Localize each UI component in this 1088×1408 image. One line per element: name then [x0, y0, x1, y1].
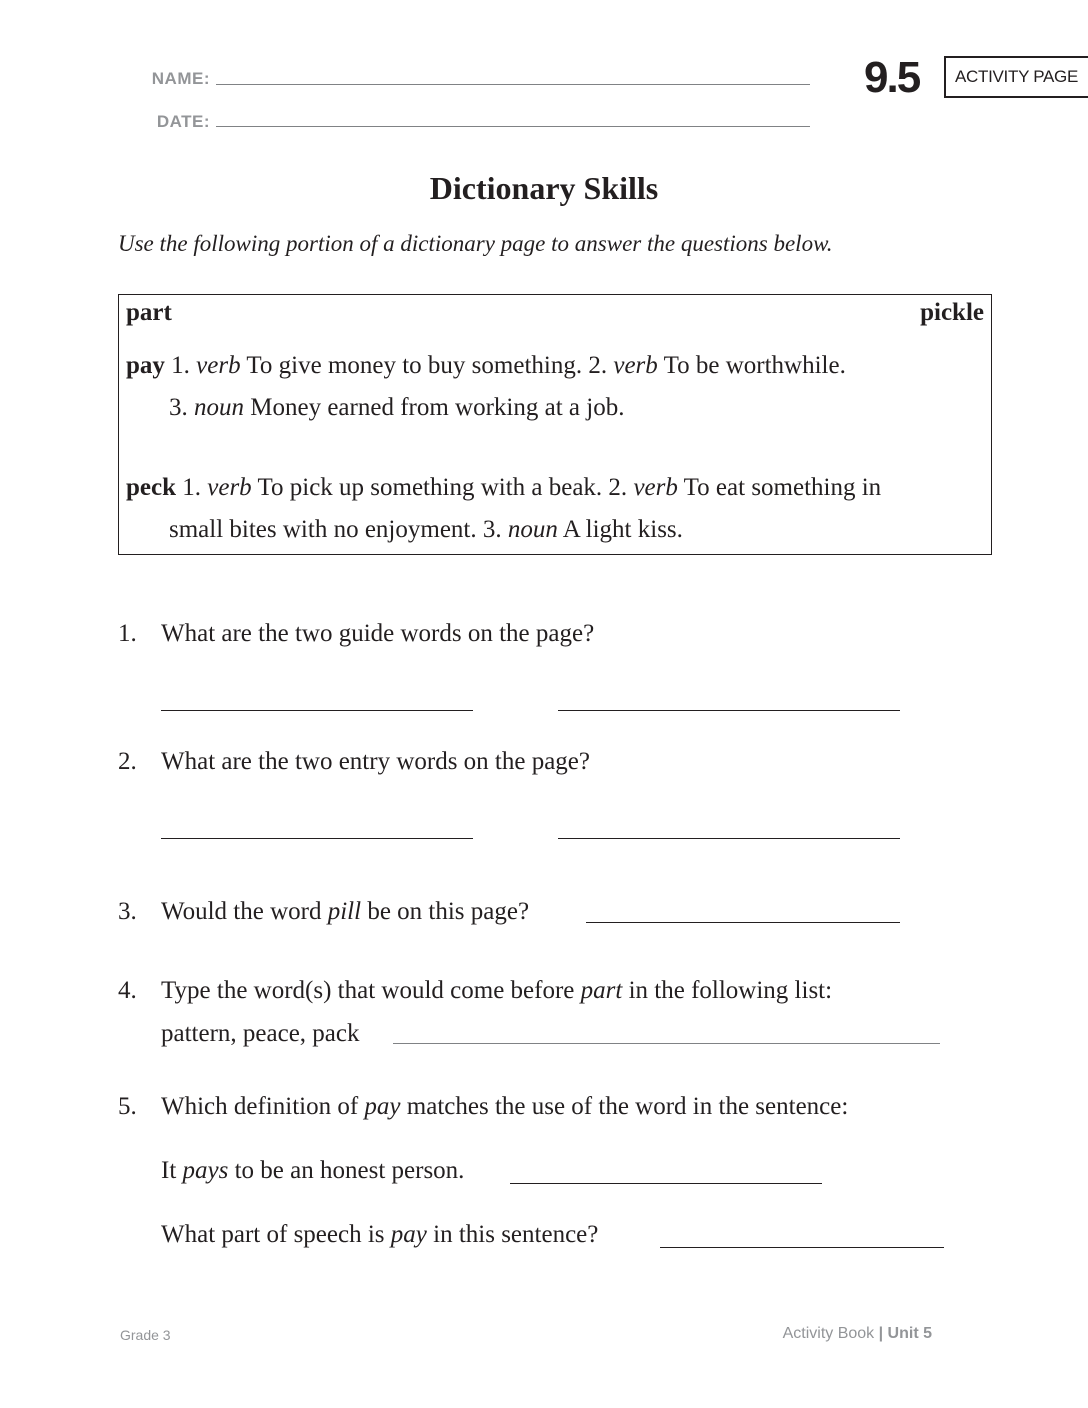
question-4-answer-line[interactable] [393, 1043, 940, 1044]
date-label: DATE: [156, 112, 210, 131]
footer-book-unit: Activity Book | Unit 5 [782, 1325, 932, 1342]
question-5-sentence: It pays to be an honest person. [161, 1157, 465, 1184]
part-of-speech: verb [613, 352, 658, 379]
question-1-text: What are the two guide words on the page? [161, 620, 595, 647]
question-2-text: What are the two entry words on the page? [161, 748, 591, 775]
entry-line-1 [126, 345, 846, 387]
definition-text: small bites with no enjoyment. 3. [169, 516, 508, 543]
definition-text: Money earned from working at a job. [244, 394, 625, 421]
name-input-line[interactable] [216, 84, 810, 85]
entry-line-1 [126, 467, 881, 509]
definition-text: 3. [169, 394, 194, 421]
question-3-text: Would the word pill be on this page? [161, 898, 530, 925]
entry-line-2 [126, 387, 846, 429]
question-3-answer-line[interactable] [586, 922, 900, 923]
part-of-speech: verb [633, 474, 678, 501]
question-2-number: 2. [118, 748, 137, 775]
question-1-answer-line-a[interactable] [161, 710, 473, 711]
definition-text: To be worthwhile. [657, 352, 846, 379]
question-4-number: 4. [118, 977, 137, 1004]
question-5-part-of-speech-text: What part of speech is pay in this sentence? [161, 1221, 599, 1248]
definition-text: To give money to buy something. 2. [240, 352, 614, 379]
entry-word: peck [126, 474, 176, 501]
question-3-number: 3. [118, 898, 137, 925]
definition-text: 1. [176, 474, 208, 501]
definition-text: A light kiss. [557, 516, 683, 543]
part-of-speech: noun [507, 516, 558, 543]
activity-page-label: ACTIVITY PAGE [955, 67, 1079, 86]
question-2-answer-line-a[interactable] [161, 838, 473, 839]
question-4-word-list: pattern, peace, pack [161, 1020, 360, 1047]
question-2-answer-line-b[interactable] [558, 838, 900, 839]
question-5-number: 5. [118, 1093, 137, 1120]
entry-word: pay [126, 352, 165, 379]
activity-page-badge [944, 56, 1088, 98]
part-of-speech: noun [194, 394, 244, 421]
question-1-answer-line-b[interactable] [558, 710, 900, 711]
question-5-definition-answer-line[interactable] [510, 1183, 822, 1184]
name-label: NAME: [151, 69, 210, 88]
part-of-speech: verb [207, 474, 252, 501]
question-1-number: 1. [118, 620, 137, 647]
definition-text: To eat something in [677, 474, 882, 501]
dictionary-entry-peck [126, 467, 881, 551]
definition-text: 1. [164, 352, 197, 379]
footer-grade: Grade 3 [120, 1327, 171, 1343]
question-5-part-of-speech-answer-line[interactable] [660, 1247, 944, 1248]
dictionary-entry-pay [126, 345, 846, 429]
part-of-speech: verb [196, 352, 241, 379]
date-input-line[interactable] [216, 126, 810, 127]
question-5-text: Which definition of pay matches the use of the word in the sentence: [161, 1093, 849, 1120]
entry-line-2 [126, 509, 881, 551]
instructions: Use the following portion of a dictionary page to answer the questions below. [118, 231, 833, 256]
page-number: 9.5 [864, 53, 920, 102]
definition-text: To pick up something with a beak. 2. [251, 474, 634, 501]
question-4-text: Type the word(s) that would come before part in the following list: [161, 977, 833, 1004]
guide-word-right: pickle [920, 299, 984, 326]
page-title: Dictionary Skills [429, 170, 659, 206]
guide-word-left: part [126, 299, 172, 326]
